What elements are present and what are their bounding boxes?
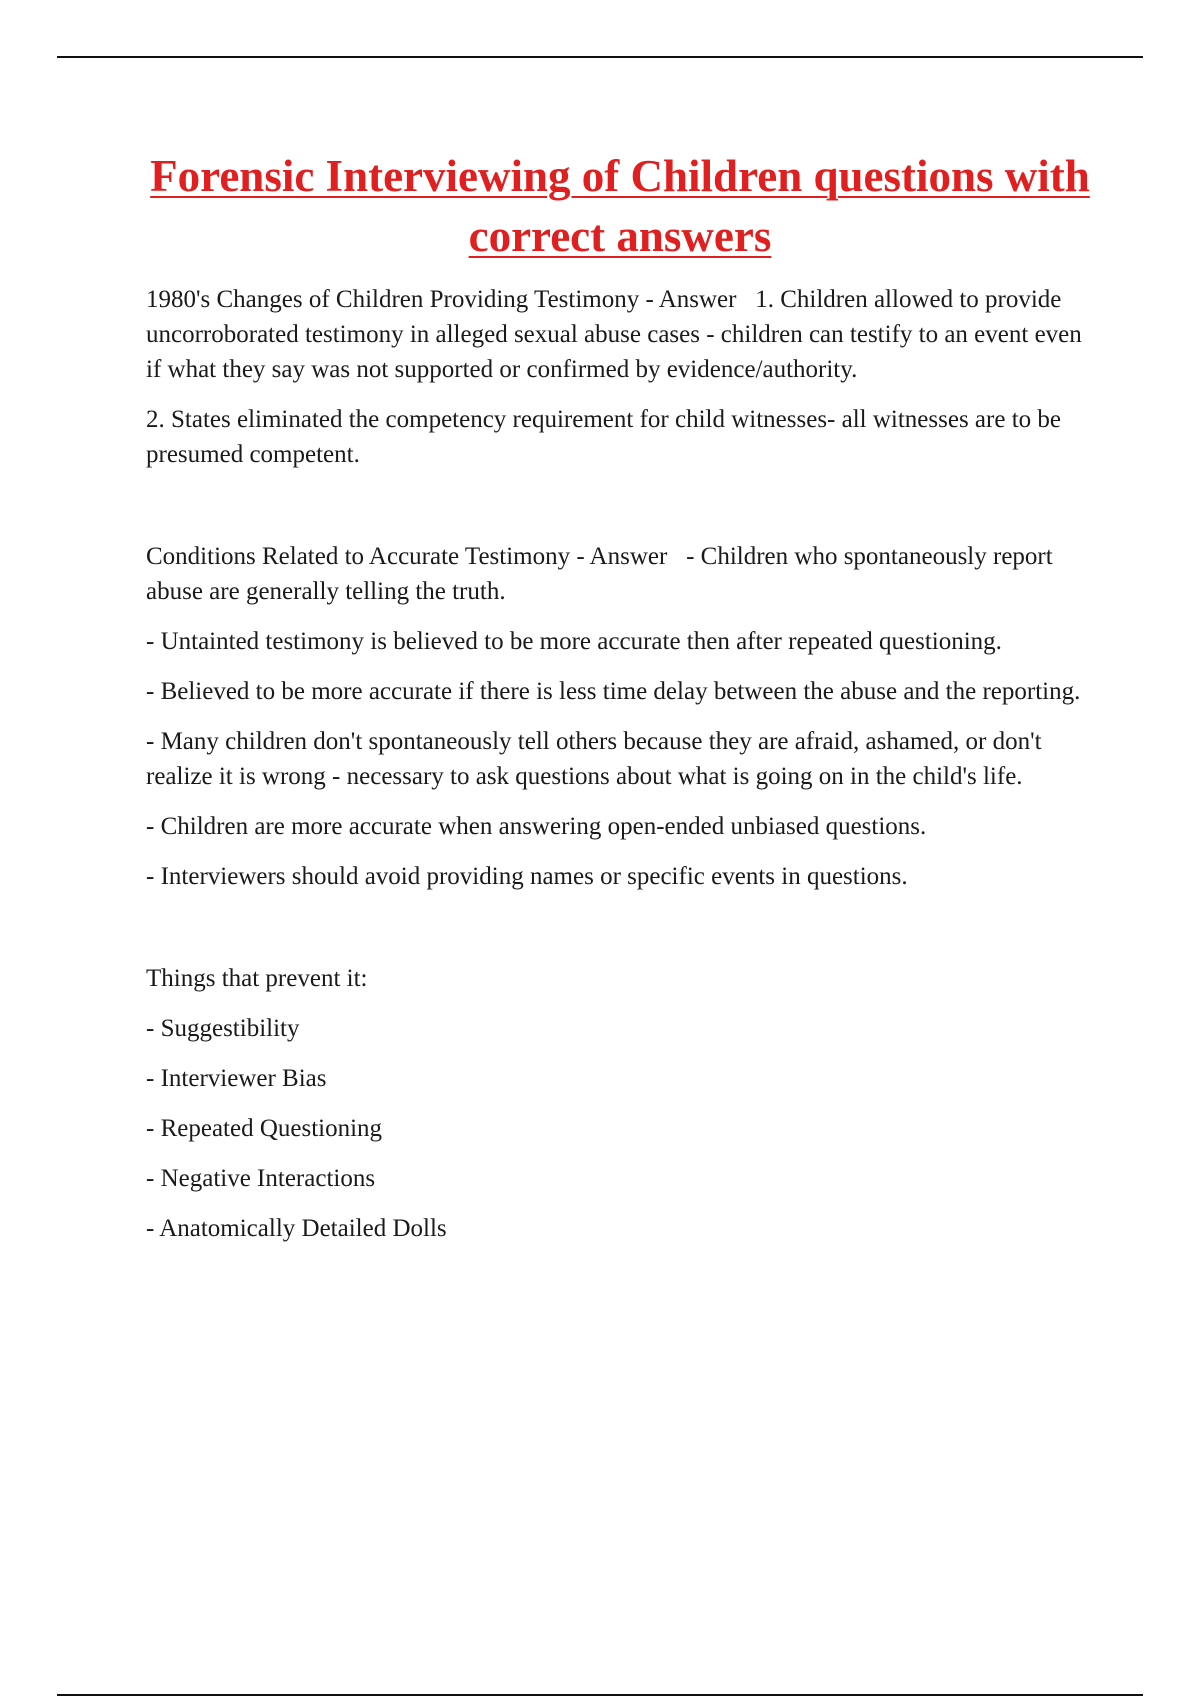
answer-paragraph: 2. States eliminated the competency requirement for child witnesses- all witnesses are to be presumed competent. [146, 406, 1061, 468]
answer-paragraph: - Many children don't spontaneously tell others because they are afraid, ashamed, or don't realize it is wrong - necessary to ask questions about what is going on in the child's life. [146, 728, 1042, 790]
qa-item [146, 539, 1096, 609]
list-heading: Things that prevent it: [146, 965, 368, 992]
list-item: - Suggestibility [146, 1015, 300, 1042]
answer-paragraph: - Believed to be more accurate if there is less time delay between the abuse and the reporting. [146, 678, 1081, 705]
answer-text: - Children who spontaneously report abuse are generally telling the truth. [146, 543, 1053, 605]
qa-item [146, 282, 1096, 387]
answer-separator: - Answer [639, 286, 756, 313]
answer-paragraph: - Children are more accurate when answering open-ended unbiased questions. [146, 813, 927, 840]
section-spacer [146, 487, 1096, 539]
list-item: - Repeated Questioning [146, 1115, 383, 1142]
top-rule [57, 56, 1143, 58]
list-item: - Anatomically Detailed Dolls [146, 1215, 447, 1242]
answer-text: 1. Children allowed to provide uncorroborated testimony in alleged sexual abuse cases - children can testify to an event even if what they say was not supported or confirmed by evidence/authority. [146, 286, 1082, 383]
answer-paragraph: - Interviewers should avoid providing names or specific events in questions. [146, 863, 908, 890]
question-text: Conditions Related to Accurate Testimony [146, 543, 571, 570]
answer-separator: - Answer [570, 543, 687, 570]
bottom-rule [57, 1694, 1143, 1696]
question-text: 1980's Changes of Children Providing Testimony [146, 286, 640, 313]
section-spacer [146, 909, 1096, 961]
document-body [146, 282, 1096, 1261]
page-title: Forensic Interviewing of Children questions with correct answers [150, 151, 1090, 261]
list-item: - Interviewer Bias [146, 1065, 327, 1092]
answer-paragraph: - Untainted testimony is believed to be more accurate then after repeated questioning. [146, 628, 1002, 655]
list-item: - Negative Interactions [146, 1165, 376, 1192]
